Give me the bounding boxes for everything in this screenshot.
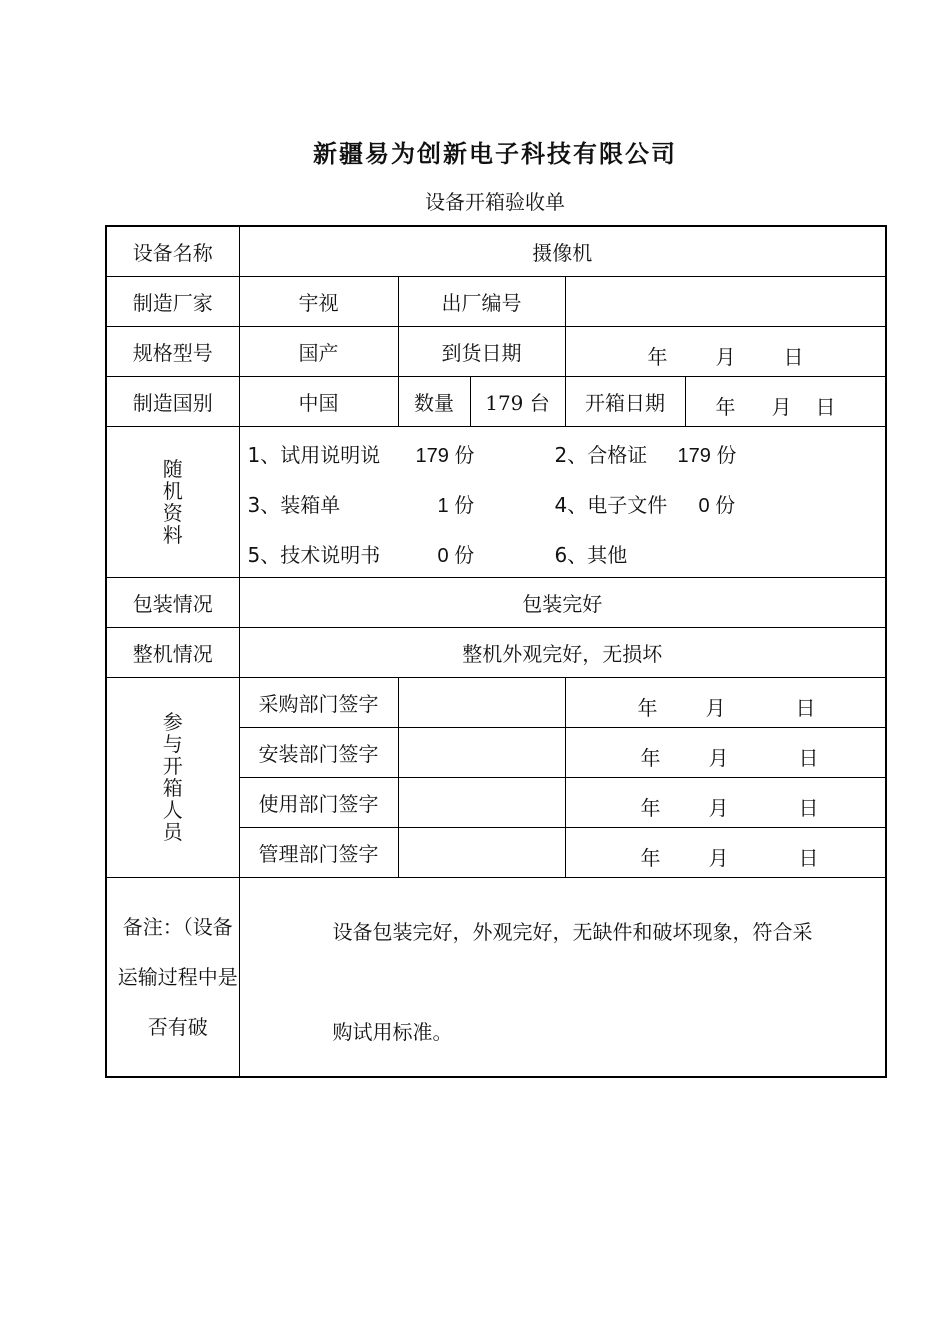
row-signature (106, 678, 886, 728)
signature-field (398, 828, 565, 878)
participants-label (106, 678, 239, 878)
sign-month: 月 (705, 696, 726, 720)
sign-month: 月 (708, 796, 729, 820)
doc-item-name: 4、电子文件 (554, 493, 668, 517)
quantity-label: 数量 (398, 377, 470, 427)
notes-body (239, 878, 886, 1078)
doc-item-qty: 179 份 (415, 445, 475, 467)
manufacturer-value: 宇视 (239, 277, 398, 327)
row-country (106, 377, 886, 427)
participants-label-char: 人 (162, 798, 183, 822)
doc-item-qty: 0 份 (698, 495, 736, 517)
doc-item-qty: 1 份 (437, 495, 475, 517)
row-spec (106, 327, 886, 377)
unbox-year: 年 (715, 395, 736, 419)
doc-item-name: 2、合格证 (554, 443, 648, 467)
signature-dept-label: 管理部门签字 (239, 828, 398, 878)
arrival-year: 年 (647, 345, 668, 369)
participants-label-char: 开 (162, 754, 183, 778)
sign-month: 月 (708, 846, 729, 870)
signature-date (565, 728, 886, 778)
participants-label-char: 箱 (162, 776, 183, 800)
sign-month: 月 (708, 746, 729, 770)
doc-item-name: 5、技术说明书 (247, 543, 381, 567)
sign-day: 日 (795, 696, 816, 720)
sign-year: 年 (640, 846, 661, 870)
packaging-value: 包装完好 (239, 578, 886, 628)
doc-item-name: 3、装箱单 (247, 493, 341, 517)
row-packaging (106, 578, 886, 628)
unbox-day: 日 (815, 395, 836, 419)
row-notes (106, 878, 886, 1078)
country-value: 中国 (239, 377, 398, 427)
signature-field (398, 728, 565, 778)
docs-label-vertical (163, 458, 183, 546)
row-accompanying-docs (106, 427, 886, 578)
machine-label: 整机情况 (106, 628, 239, 678)
quantity-number: 179 台 (485, 391, 550, 415)
docs-label (106, 427, 239, 578)
signature-dept-label: 使用部门签字 (239, 778, 398, 828)
arrival-month: 月 (715, 345, 736, 369)
docs-list (239, 427, 886, 578)
machine-value: 整机外观完好，无损坏 (239, 628, 886, 678)
docs-label-char: 机 (162, 478, 183, 503)
country-label: 制造国别 (106, 377, 239, 427)
serial-number-value (565, 277, 886, 327)
sign-day: 日 (798, 846, 819, 870)
docs-label-char: 资 (162, 500, 183, 525)
participants-label-char: 员 (162, 820, 183, 844)
arrival-day: 日 (783, 345, 804, 369)
unbox-month: 月 (771, 395, 792, 419)
serial-number-label: 出厂编号 (398, 277, 565, 327)
signature-dept-label: 安装部门签字 (239, 728, 398, 778)
participants-label-vertical (163, 711, 183, 843)
notes-line-1: 设备包装完好，外观完好，无缺件和破坏现象，符合采 (332, 920, 813, 944)
equipment-name-label: 设备名称 (106, 226, 239, 277)
notes-label: 备注：（设备运输过程中是否有破 (106, 878, 239, 1078)
doc-item-name: 1、试用说明说 (247, 443, 381, 467)
acceptance-form-table (105, 225, 887, 1078)
company-name: 新疆易为创新电子科技有限公司 (313, 139, 677, 168)
unbox-date-value (685, 377, 886, 427)
spec-label: 规格型号 (106, 327, 239, 377)
spec-value: 国产 (239, 327, 398, 377)
docs-label-char: 随 (162, 456, 183, 481)
signature-date (565, 778, 886, 828)
arrival-date-label: 到货日期 (398, 327, 565, 377)
unbox-date-label: 开箱日期 (565, 377, 685, 427)
sign-year: 年 (640, 746, 661, 770)
signature-field (398, 778, 565, 828)
row-manufacturer (106, 277, 886, 327)
arrival-date-value (565, 327, 886, 377)
docs-label-char: 料 (162, 522, 183, 547)
participants-label-char: 参 (162, 710, 183, 734)
sign-day: 日 (798, 746, 819, 770)
row-equipment-name (106, 226, 886, 277)
form-title: 设备开箱验收单 (425, 190, 565, 214)
participants-label-char: 与 (162, 732, 183, 756)
packaging-label: 包装情况 (106, 578, 239, 628)
doc-item-qty: 0 份 (437, 545, 475, 567)
sign-day: 日 (798, 796, 819, 820)
signature-dept-label: 采购部门签字 (239, 678, 398, 728)
row-machine (106, 628, 886, 678)
sign-year: 年 (640, 796, 661, 820)
equipment-name-value: 摄像机 (239, 226, 886, 277)
signature-field (398, 678, 565, 728)
quantity-value (470, 377, 565, 427)
signature-date (565, 678, 886, 728)
doc-item-name: 6、其他 (554, 543, 628, 567)
notes-line-2: 购试用标准。 (332, 1020, 453, 1044)
sign-year: 年 (637, 696, 658, 720)
manufacturer-label: 制造厂家 (106, 277, 239, 327)
signature-date (565, 828, 886, 878)
doc-item-qty: 179 份 (677, 445, 737, 467)
